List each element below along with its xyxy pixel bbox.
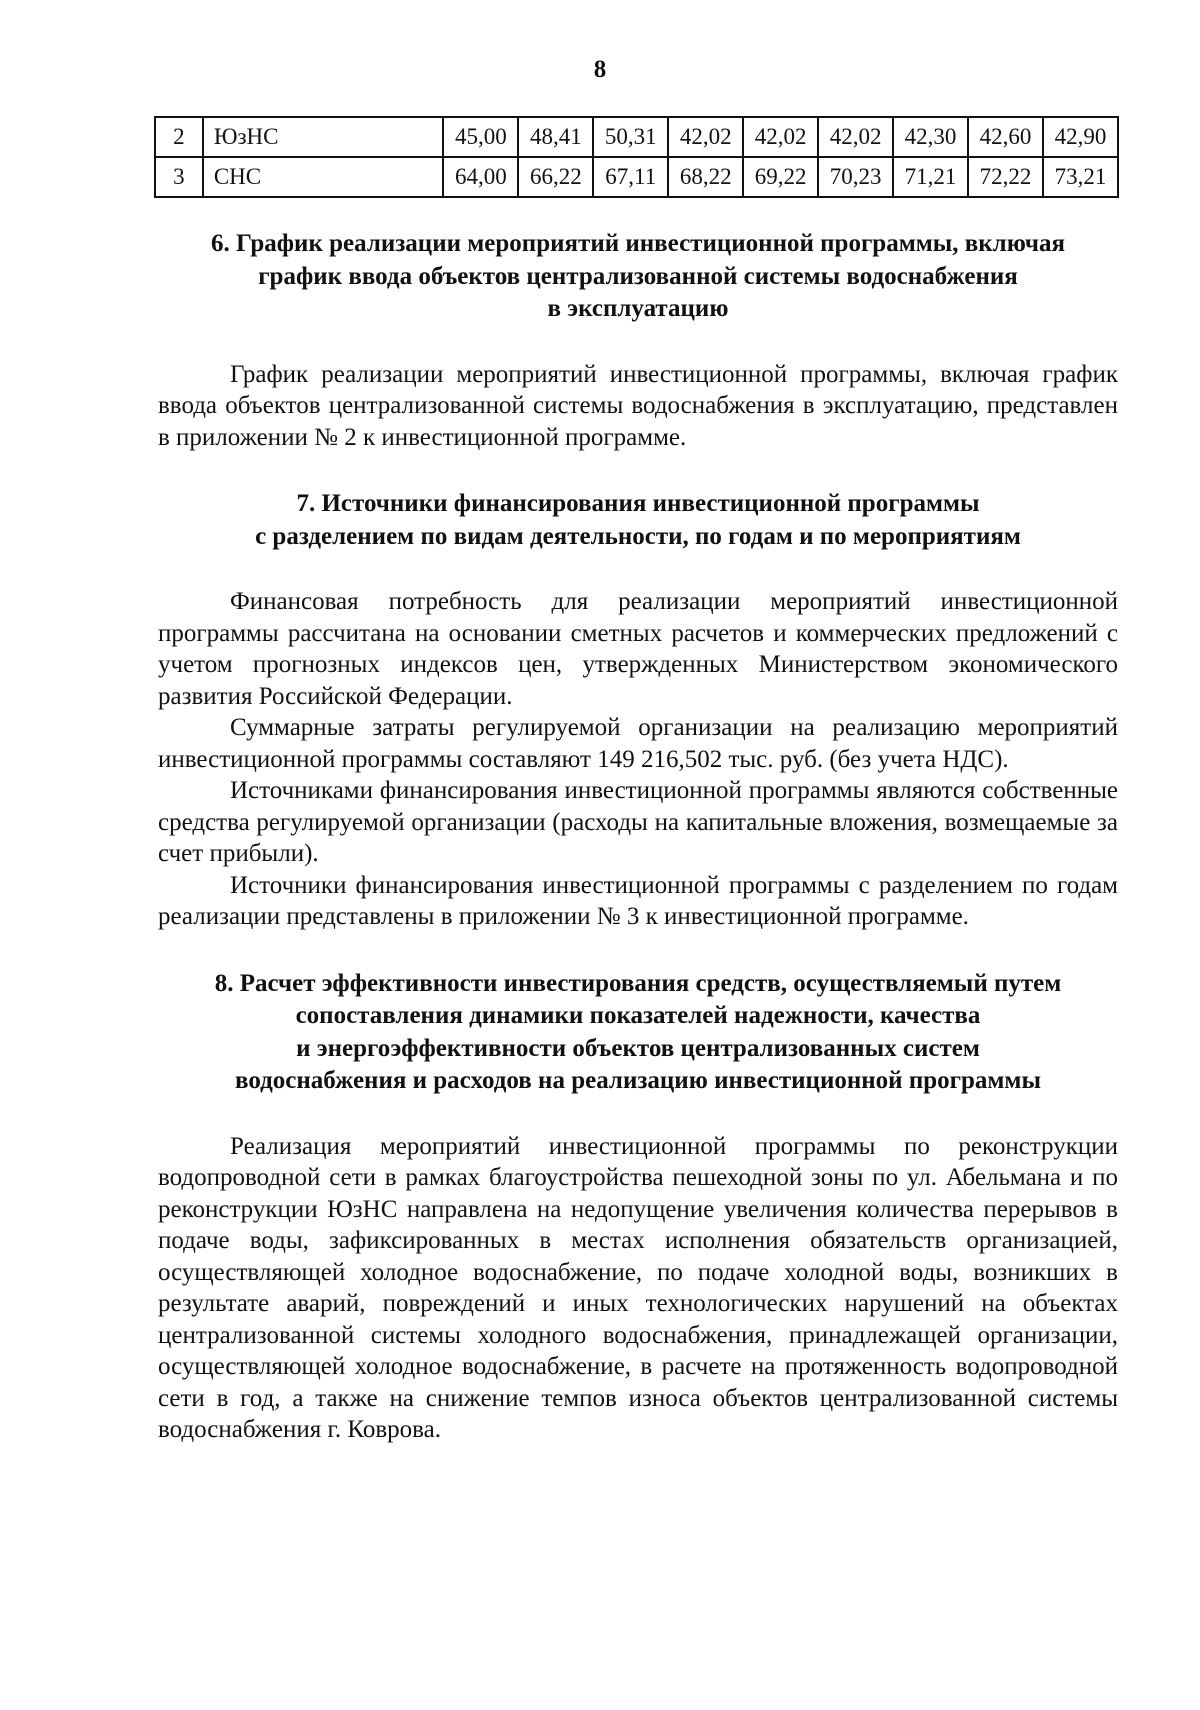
section-7-paragraph: Источниками финансирования инвестиционной программы являются собственные средства регулируемой организации (расходы на капитальные вложения, возмещаемые за счет прибыли). [158,777,1118,867]
section-8-heading [158,968,1118,1098]
page-number: 8 [593,56,607,83]
table-row [155,117,1118,157]
row-number: 3 [155,157,203,197]
heading-line: водоснабжения и расходов на реализацию инвестиционной программы [235,1067,1041,1094]
table-cell: 68,22 [668,157,743,197]
heading-line: и энергоэффективности объектов централизованных систем [296,1034,980,1062]
row-number: 2 [155,117,203,157]
heading-line: сопоставления динамики показателей надежности, качества [295,1002,981,1029]
table-cell: 64,00 [443,157,518,197]
heading-line: 8. Расчет эффективности инвестирования средств, осуществляемый путем [214,969,1062,997]
heading-line: график ввода объектов централизованной системы водоснабжения [258,262,1018,290]
heading-line: 6. График реализации мероприятий инвестиционной программы, включая [211,230,1065,257]
indicator-table [154,116,1119,198]
table-cell: 67,11 [593,157,668,197]
table-cell: 72,22 [968,157,1043,197]
table-row [155,157,1118,197]
table-cell: 42,02 [743,117,818,157]
table-cell: 73,21 [1043,157,1118,197]
section-7-paragraph: Финансовая потребность для реализации мероприятий инвестиционной программы рассчитана на основании сметных расчетов и коммерческих предложений с учетом прогнозных индексов цен, утвержденных Министерством экономического развития Российской Федерации. [158,588,1118,710]
station-name: ЮзНС [203,117,444,157]
heading-line: 7. Источники финансирования инвестиционной программы [296,490,980,517]
table-cell: 48,41 [518,117,593,157]
station-name: СНС [203,157,444,197]
heading-line: в эксплуатацию [547,295,729,322]
section-6-heading [158,228,1118,326]
table-cell: 42,02 [818,117,893,157]
table-cell: 42,30 [893,117,968,157]
section-7-paragraph: Источники финансирования инвестиционной программы с разделением по годам реализации представлены в приложении № 3 к инвестиционной программе. [158,871,1118,930]
table-cell: 42,60 [968,117,1043,157]
table-cell: 69,22 [743,157,818,197]
section-7-paragraph: Суммарные затраты регулируемой организации на реализацию мероприятий инвестиционной программы составляют 149 216,502 тыс. руб. (без учета НДС). [158,714,1118,773]
table-cell: 66,22 [518,157,593,197]
table-cell: 71,21 [893,157,968,197]
document-body [158,228,1118,1446]
table-cell: 42,90 [1043,117,1118,157]
section-8-paragraph: Реализация мероприятий инвестиционной программы по реконструкции водопроводной сети в рамках благоустройства пешеходной зоны по ул. Абельмана и по реконструкции ЮзНС направлена на недопущение увеличения количества перерывов в подаче воды, зафиксированных в местах исполнения обязательств организацией, осуществляющей холодное водоснабжение, по подаче холодной воды, возникших в результате аварий, повреждений и иных технологических нарушений на объектах централизованной системы холодного водоснабжения, принадлежащей организации, осуществляющей холодное водоснабжение, в расчете на протяженность водопроводной сети в год, а также на снижение темпов износа объектов централизованной системы водоснабжения г. Коврова. [158,1132,1118,1443]
table-cell: 70,23 [818,157,893,197]
table-cell: 42,02 [668,117,743,157]
table-cell: 50,31 [593,117,668,157]
section-7-heading [158,488,1118,553]
section-6-paragraph: График реализации мероприятий инвестиционной программы, включая график ввода объектов централизованной системы водоснабжения в эксплуатацию, представлен в приложении № 2 к инвестиционной программе. [158,360,1118,451]
heading-line: с разделением по видам деятельности, по годам и по мероприятиям [255,522,1021,550]
table-cell: 45,00 [443,117,518,157]
